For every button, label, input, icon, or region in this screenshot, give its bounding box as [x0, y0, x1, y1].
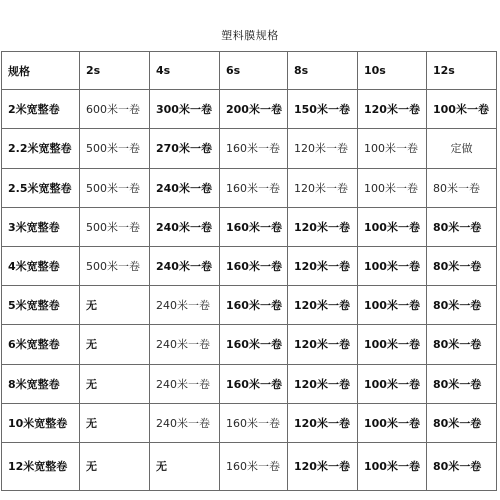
header-cell-spec: 规格	[2, 52, 80, 90]
header-cell-8s: 8s	[288, 52, 358, 90]
table-cell: 无	[80, 364, 150, 403]
table-cell: 240米一卷	[150, 207, 220, 246]
table-row	[2, 129, 497, 168]
table-cell: 80米一卷	[427, 325, 497, 364]
table-cell: 160米一卷	[220, 286, 288, 325]
spec-table	[1, 51, 497, 491]
table-cell: 80米一卷	[427, 168, 497, 207]
header-cell-12s: 12s	[427, 52, 497, 90]
table-cell: 120米一卷	[288, 364, 358, 403]
table-cell: 100米一卷	[427, 90, 497, 129]
table-cell: 定做	[427, 129, 497, 168]
table-cell: 100米一卷	[358, 129, 427, 168]
header-cell-6s: 6s	[220, 52, 288, 90]
row-label: 2.5米宽整卷	[2, 168, 80, 207]
table-cell: 120米一卷	[288, 325, 358, 364]
table-cell: 100米一卷	[358, 246, 427, 285]
table-cell: 80米一卷	[427, 442, 497, 490]
row-label: 10米宽整卷	[2, 403, 80, 442]
table-cell: 200米一卷	[220, 90, 288, 129]
table-row	[2, 246, 497, 285]
table-cell: 无	[80, 325, 150, 364]
table-cell: 300米一卷	[150, 90, 220, 129]
table-cell: 80米一卷	[427, 364, 497, 403]
table-cell: 160米一卷	[220, 207, 288, 246]
table-row	[2, 325, 497, 364]
table-cell: 150米一卷	[288, 90, 358, 129]
table-cell: 无	[150, 442, 220, 490]
table-cell: 240米一卷	[150, 364, 220, 403]
table-cell: 80米一卷	[427, 207, 497, 246]
table-cell: 120米一卷	[288, 168, 358, 207]
table-cell: 500米一卷	[80, 207, 150, 246]
header-cell-4s: 4s	[150, 52, 220, 90]
row-label: 8米宽整卷	[2, 364, 80, 403]
table-cell: 无	[80, 442, 150, 490]
table-cell: 160米一卷	[220, 325, 288, 364]
table-cell: 无	[80, 403, 150, 442]
table-cell: 120米一卷	[288, 286, 358, 325]
table-cell: 500米一卷	[80, 168, 150, 207]
row-label: 3米宽整卷	[2, 207, 80, 246]
table-cell: 120米一卷	[288, 442, 358, 490]
table-cell: 100米一卷	[358, 442, 427, 490]
table-cell: 80米一卷	[427, 246, 497, 285]
table-cell: 160米一卷	[220, 168, 288, 207]
table-cell: 240米一卷	[150, 325, 220, 364]
header-cell-10s: 10s	[358, 52, 427, 90]
row-label: 2米宽整卷	[2, 90, 80, 129]
header-cell-2s: 2s	[80, 52, 150, 90]
table-row	[2, 168, 497, 207]
table-cell: 120米一卷	[288, 403, 358, 442]
table-cell: 240米一卷	[150, 403, 220, 442]
table-cell: 160米一卷	[220, 129, 288, 168]
table-cell: 120米一卷	[288, 129, 358, 168]
table-row	[2, 442, 497, 490]
table-cell: 160米一卷	[220, 246, 288, 285]
header-row	[2, 52, 497, 90]
table-cell: 80米一卷	[427, 286, 497, 325]
table-cell: 100米一卷	[358, 286, 427, 325]
row-label: 5米宽整卷	[2, 286, 80, 325]
table-cell: 160米一卷	[220, 403, 288, 442]
row-label: 12米宽整卷	[2, 442, 80, 490]
table-row	[2, 90, 497, 129]
table-cell: 100米一卷	[358, 207, 427, 246]
row-label: 4米宽整卷	[2, 246, 80, 285]
table-cell: 500米一卷	[80, 246, 150, 285]
table-row	[2, 286, 497, 325]
table-cell: 80米一卷	[427, 403, 497, 442]
table-cell: 600米一卷	[80, 90, 150, 129]
table-cell: 无	[80, 286, 150, 325]
table-cell: 240米一卷	[150, 286, 220, 325]
table-row	[2, 364, 497, 403]
table-cell: 270米一卷	[150, 129, 220, 168]
page-title: 塑料膜规格	[221, 29, 279, 42]
table-cell: 160米一卷	[220, 442, 288, 490]
table-cell: 120米一卷	[288, 207, 358, 246]
table-cell: 100米一卷	[358, 168, 427, 207]
table-cell: 120米一卷	[358, 90, 427, 129]
table-cell: 240米一卷	[150, 246, 220, 285]
table-cell: 100米一卷	[358, 364, 427, 403]
table-row	[2, 403, 497, 442]
table-row	[2, 207, 497, 246]
table-cell: 120米一卷	[288, 246, 358, 285]
row-label: 2.2米宽整卷	[2, 129, 80, 168]
table-cell: 240米一卷	[150, 168, 220, 207]
table-cell: 100米一卷	[358, 403, 427, 442]
row-label: 6米宽整卷	[2, 325, 80, 364]
table-cell: 160米一卷	[220, 364, 288, 403]
table-cell: 100米一卷	[358, 325, 427, 364]
table-cell: 500米一卷	[80, 129, 150, 168]
